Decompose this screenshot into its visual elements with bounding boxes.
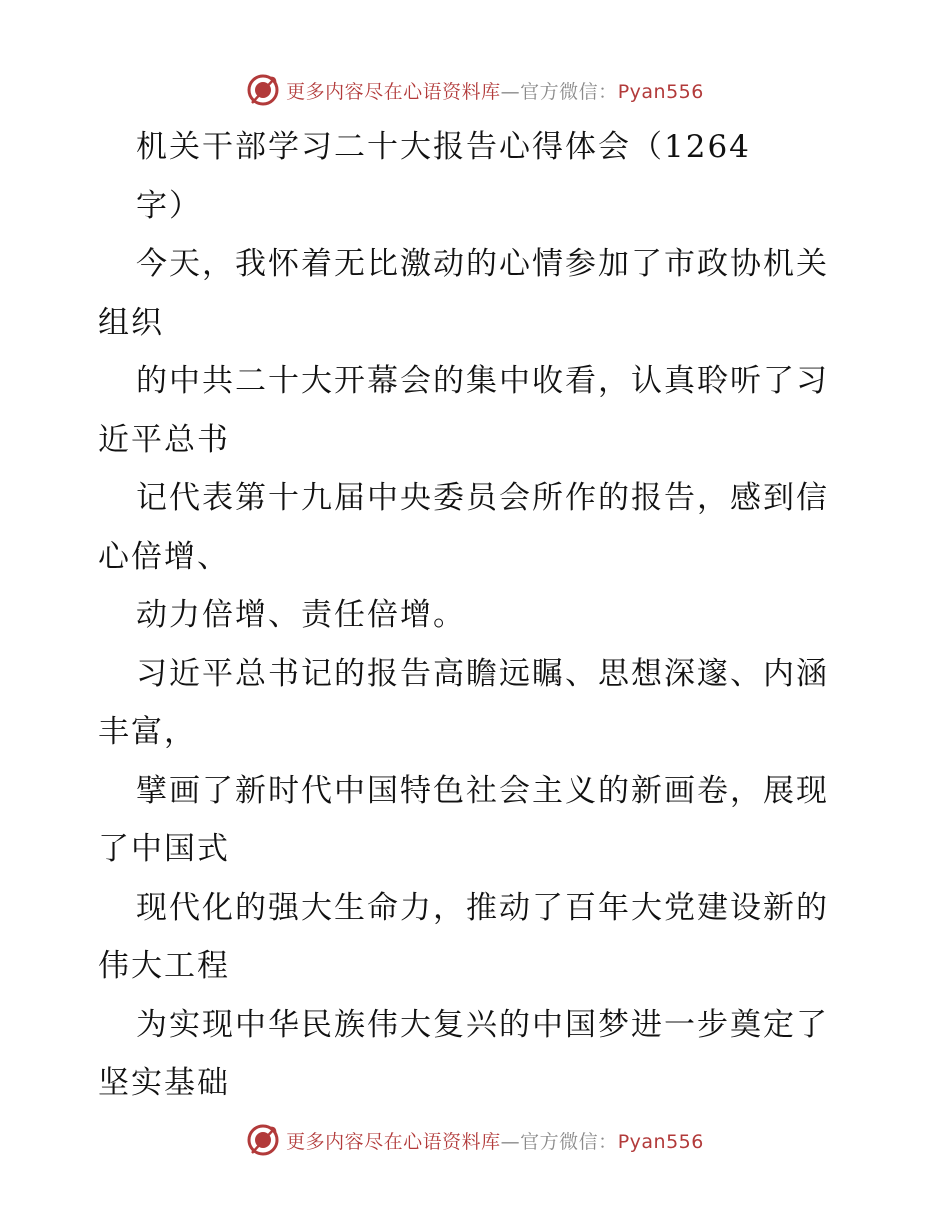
banner-wechat-label: —官方微信： xyxy=(500,1130,618,1153)
banner-wechat-id: Pyan556 xyxy=(617,1130,704,1153)
quill-circle-logo-icon xyxy=(246,73,280,107)
paragraph-line: 组织 xyxy=(98,304,164,341)
doc-title-line-1: 机关干部学习二十大报告心得体会（1264 xyxy=(136,129,751,165)
header-banner xyxy=(0,70,950,110)
paragraph-line: 丰富， xyxy=(98,714,197,750)
footer-banner xyxy=(0,1120,950,1160)
banner-wechat-id: Pyan556 xyxy=(617,80,704,103)
paragraph-line: 伟大工程 xyxy=(98,948,230,984)
header-banner-text xyxy=(286,77,704,104)
paragraph-line: 为实现中华民族伟大复兴的中国梦进一步奠定了 xyxy=(136,1006,829,1043)
banner-site-name: 更多内容尽在心语资料库 xyxy=(286,1130,501,1153)
paragraph-line: 现代化的强大生命力，推动了百年大党建设新的 xyxy=(136,889,829,926)
paragraph-line: 了中国式 xyxy=(98,831,230,867)
quill-circle-logo-icon xyxy=(246,1123,280,1157)
doc-title-line-2: 字） xyxy=(136,187,202,224)
paragraph-line: 的中共二十大开幕会的集中收看，认真聆听了习 xyxy=(136,363,829,399)
paragraph-line: 动力倍增、责任倍增。 xyxy=(136,597,466,633)
footer-banner-text xyxy=(286,1127,704,1154)
paragraph-line: 今天，我怀着无比激动的心情参加了市政协机关 xyxy=(136,246,829,282)
paragraph-line: 习近平总书记的报告高瞻远瞩、思想深邃、内涵 xyxy=(136,655,829,692)
banner-wechat-label: —官方微信： xyxy=(500,80,618,103)
banner-site-name: 更多内容尽在心语资料库 xyxy=(286,80,501,103)
paragraph-line: 擘画了新时代中国特色社会主义的新画卷，展现 xyxy=(136,772,829,809)
paragraph-line: 近平总书 xyxy=(98,421,230,458)
paragraph-line: 坚实基础 xyxy=(98,1065,230,1101)
paragraph-line: 记代表第十九届中央委员会所作的报告，感到信 xyxy=(136,480,829,516)
paragraph-line: 心倍增、 xyxy=(98,538,230,575)
document-body xyxy=(98,118,858,1113)
